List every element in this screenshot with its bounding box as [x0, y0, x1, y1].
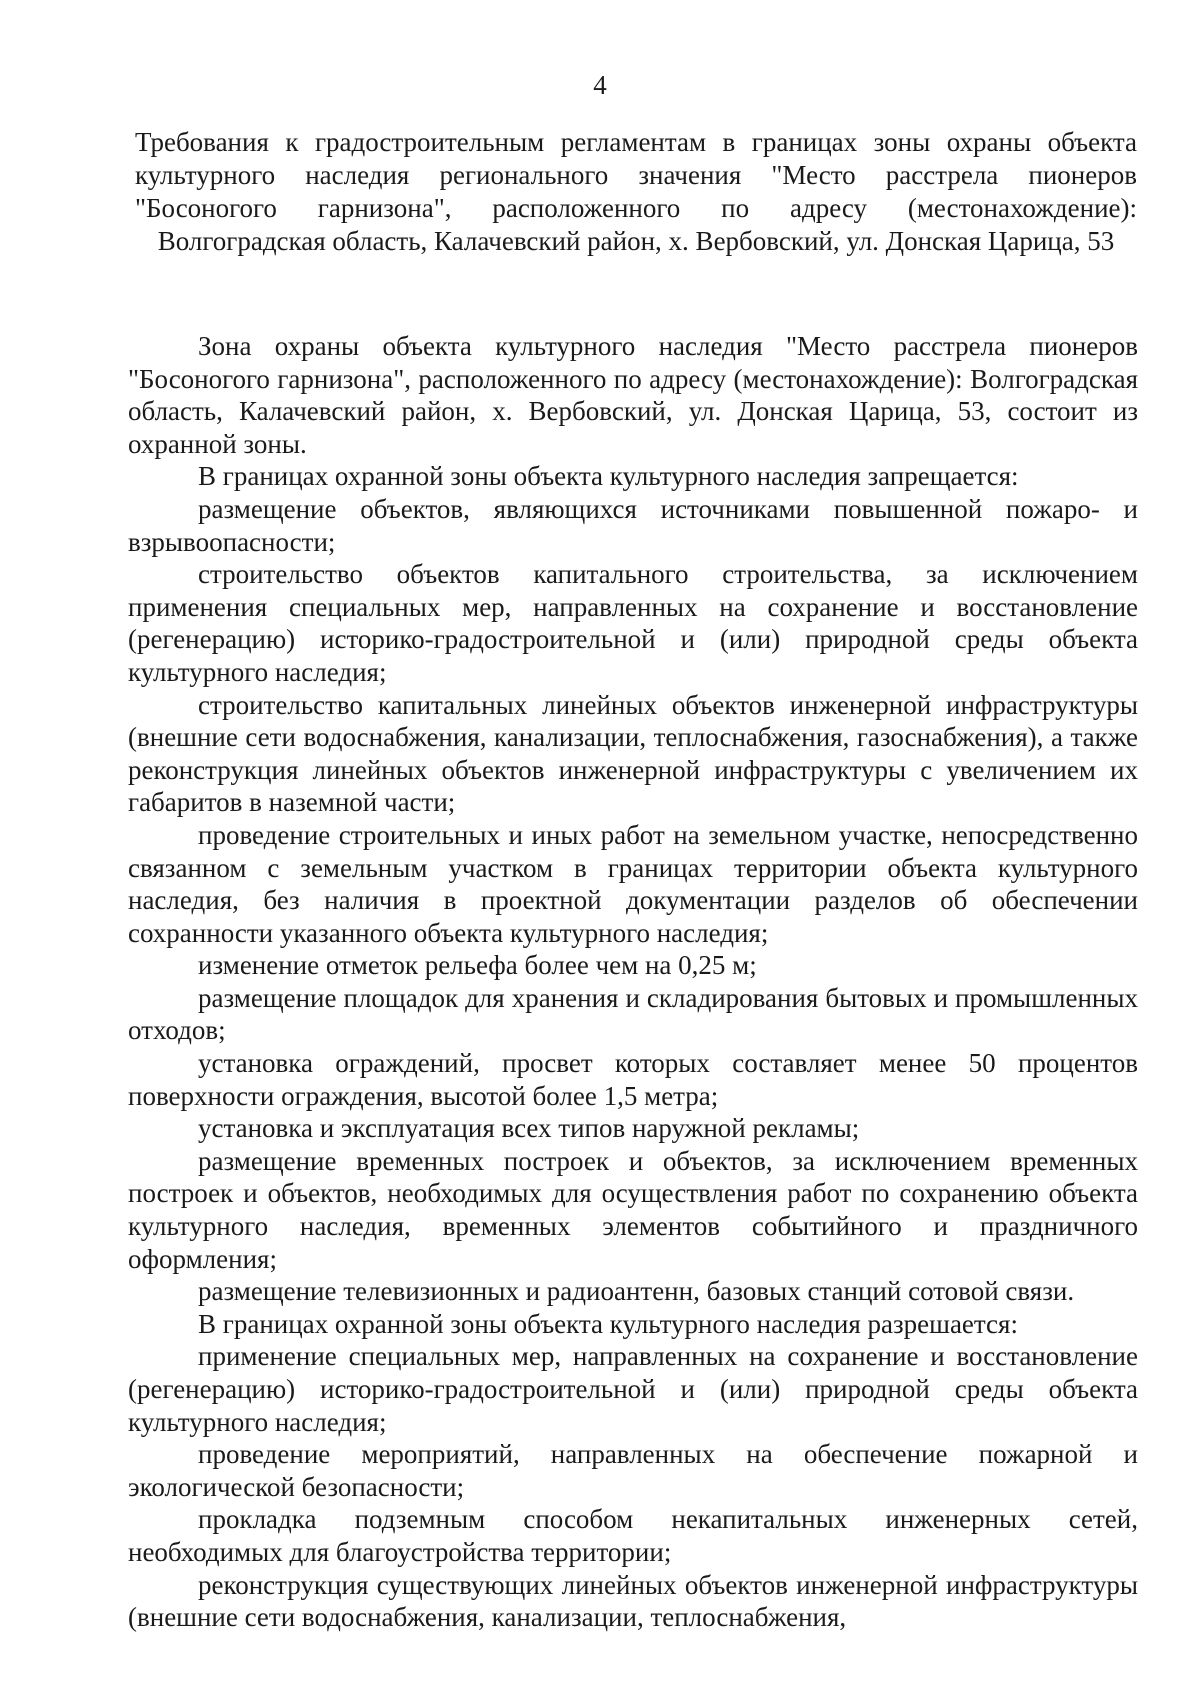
paragraph-prohibited-item: размещение временных построек и объектов, за исключением временных построек и объектов, необходимых для осуществления работ по сохранению объекта культурного наследия, временных элементов событийного и праздничного оформления; — [128, 1145, 1138, 1274]
paragraph-prohibited-item: размещение объектов, являющихся источниками повышенной пожаро- и взрывоопасности; — [128, 493, 1138, 557]
document-body — [128, 330, 1138, 1634]
paragraph-zone-description: Зона охраны объекта культурного наследия "Место расстрела пионеров "Босоногого гарнизона", расположенного по адресу (местонахождение): Волгоградская область, Калачевский район, х. Вербовский, ул. Донская Царица, 53, состоит из охранной зоны. — [128, 331, 1138, 459]
paragraph-prohibited-heading: В границах охранной зоны объекта культурного наследия запрещается: — [198, 461, 1019, 492]
paragraph-prohibited-item: размещение телевизионных и радиоантенн, базовых станций сотовой связи. — [198, 1276, 1075, 1307]
paragraph-permitted-item: применение специальных мер, направленных на сохранение и восстановление (регенерацию) историко-градостроительной и (или) природной среды объекта культурного наследия; — [128, 1341, 1138, 1437]
paragraph-permitted-item: проведение мероприятий, направленных на обеспечение пожарной и экологической безопасности; — [128, 1439, 1138, 1502]
document-title: Требования к градостроительным регламентам в границах зоны охраны объекта культурного наследия регионального значения "Место расстрела пионеров "Босоногого гарнизона", расположенного по адресу (местонахождение): Волгоградская область, Калачевский район, х. Вербовский, ул. Донская Царица, 53 — [135, 127, 1137, 256]
paragraph-prohibited-item: размещение площадок для хранения и складирования бытовых и промышленных отходов; — [128, 982, 1138, 1046]
paragraph-prohibited-item: установка ограждений, просвет которых составляет менее 50 процентов поверхности ограждения, высотой более 1,5 метра; — [128, 1048, 1138, 1111]
paragraph-prohibited-item: строительство капитальных линейных объектов инженерной инфраструктуры (внешние сети водоснабжения, канализации, теплоснабжения, газоснабжения), а также реконструкция линейных объектов инженерной инфраструктуры с увеличением их габаритов в наземной части; — [128, 689, 1138, 818]
paragraph-prohibited-item: проведение строительных и иных работ на земельном участке, непосредственно связанном с земельным участком в границах территории объекта культурного наследия, без наличия в проектной документации разделов об обеспечении сохранности указанного объекта культурного наследия; — [128, 819, 1138, 948]
paragraph-prohibited-item: изменение отметок рельефа более чем на 0,25 м; — [198, 950, 757, 981]
paragraph-prohibited-item: строительство объектов капитального строительства, за исключением применения специальных мер, направленных на сохранение и восстановление (регенерацию) историко-градостроительной и (или) природной среды объекта культурного наследия; — [128, 559, 1138, 687]
paragraph-permitted-heading: В границах охранной зоны объекта культурного наследия разрешается: — [198, 1308, 1018, 1339]
page-number: 4 — [593, 70, 607, 100]
paragraph-prohibited-item: установка и эксплуатация всех типов наружной рекламы; — [198, 1113, 860, 1144]
paragraph-permitted-item: реконструкция существующих линейных объектов инженерной инфраструктуры (внешние сети водоснабжения, канализации, теплоснабжения, — [128, 1569, 1138, 1633]
paragraph-permitted-item: прокладка подземным способом некапитальных инженерных сетей, необходимых для благоустройства территории; — [128, 1504, 1138, 1567]
